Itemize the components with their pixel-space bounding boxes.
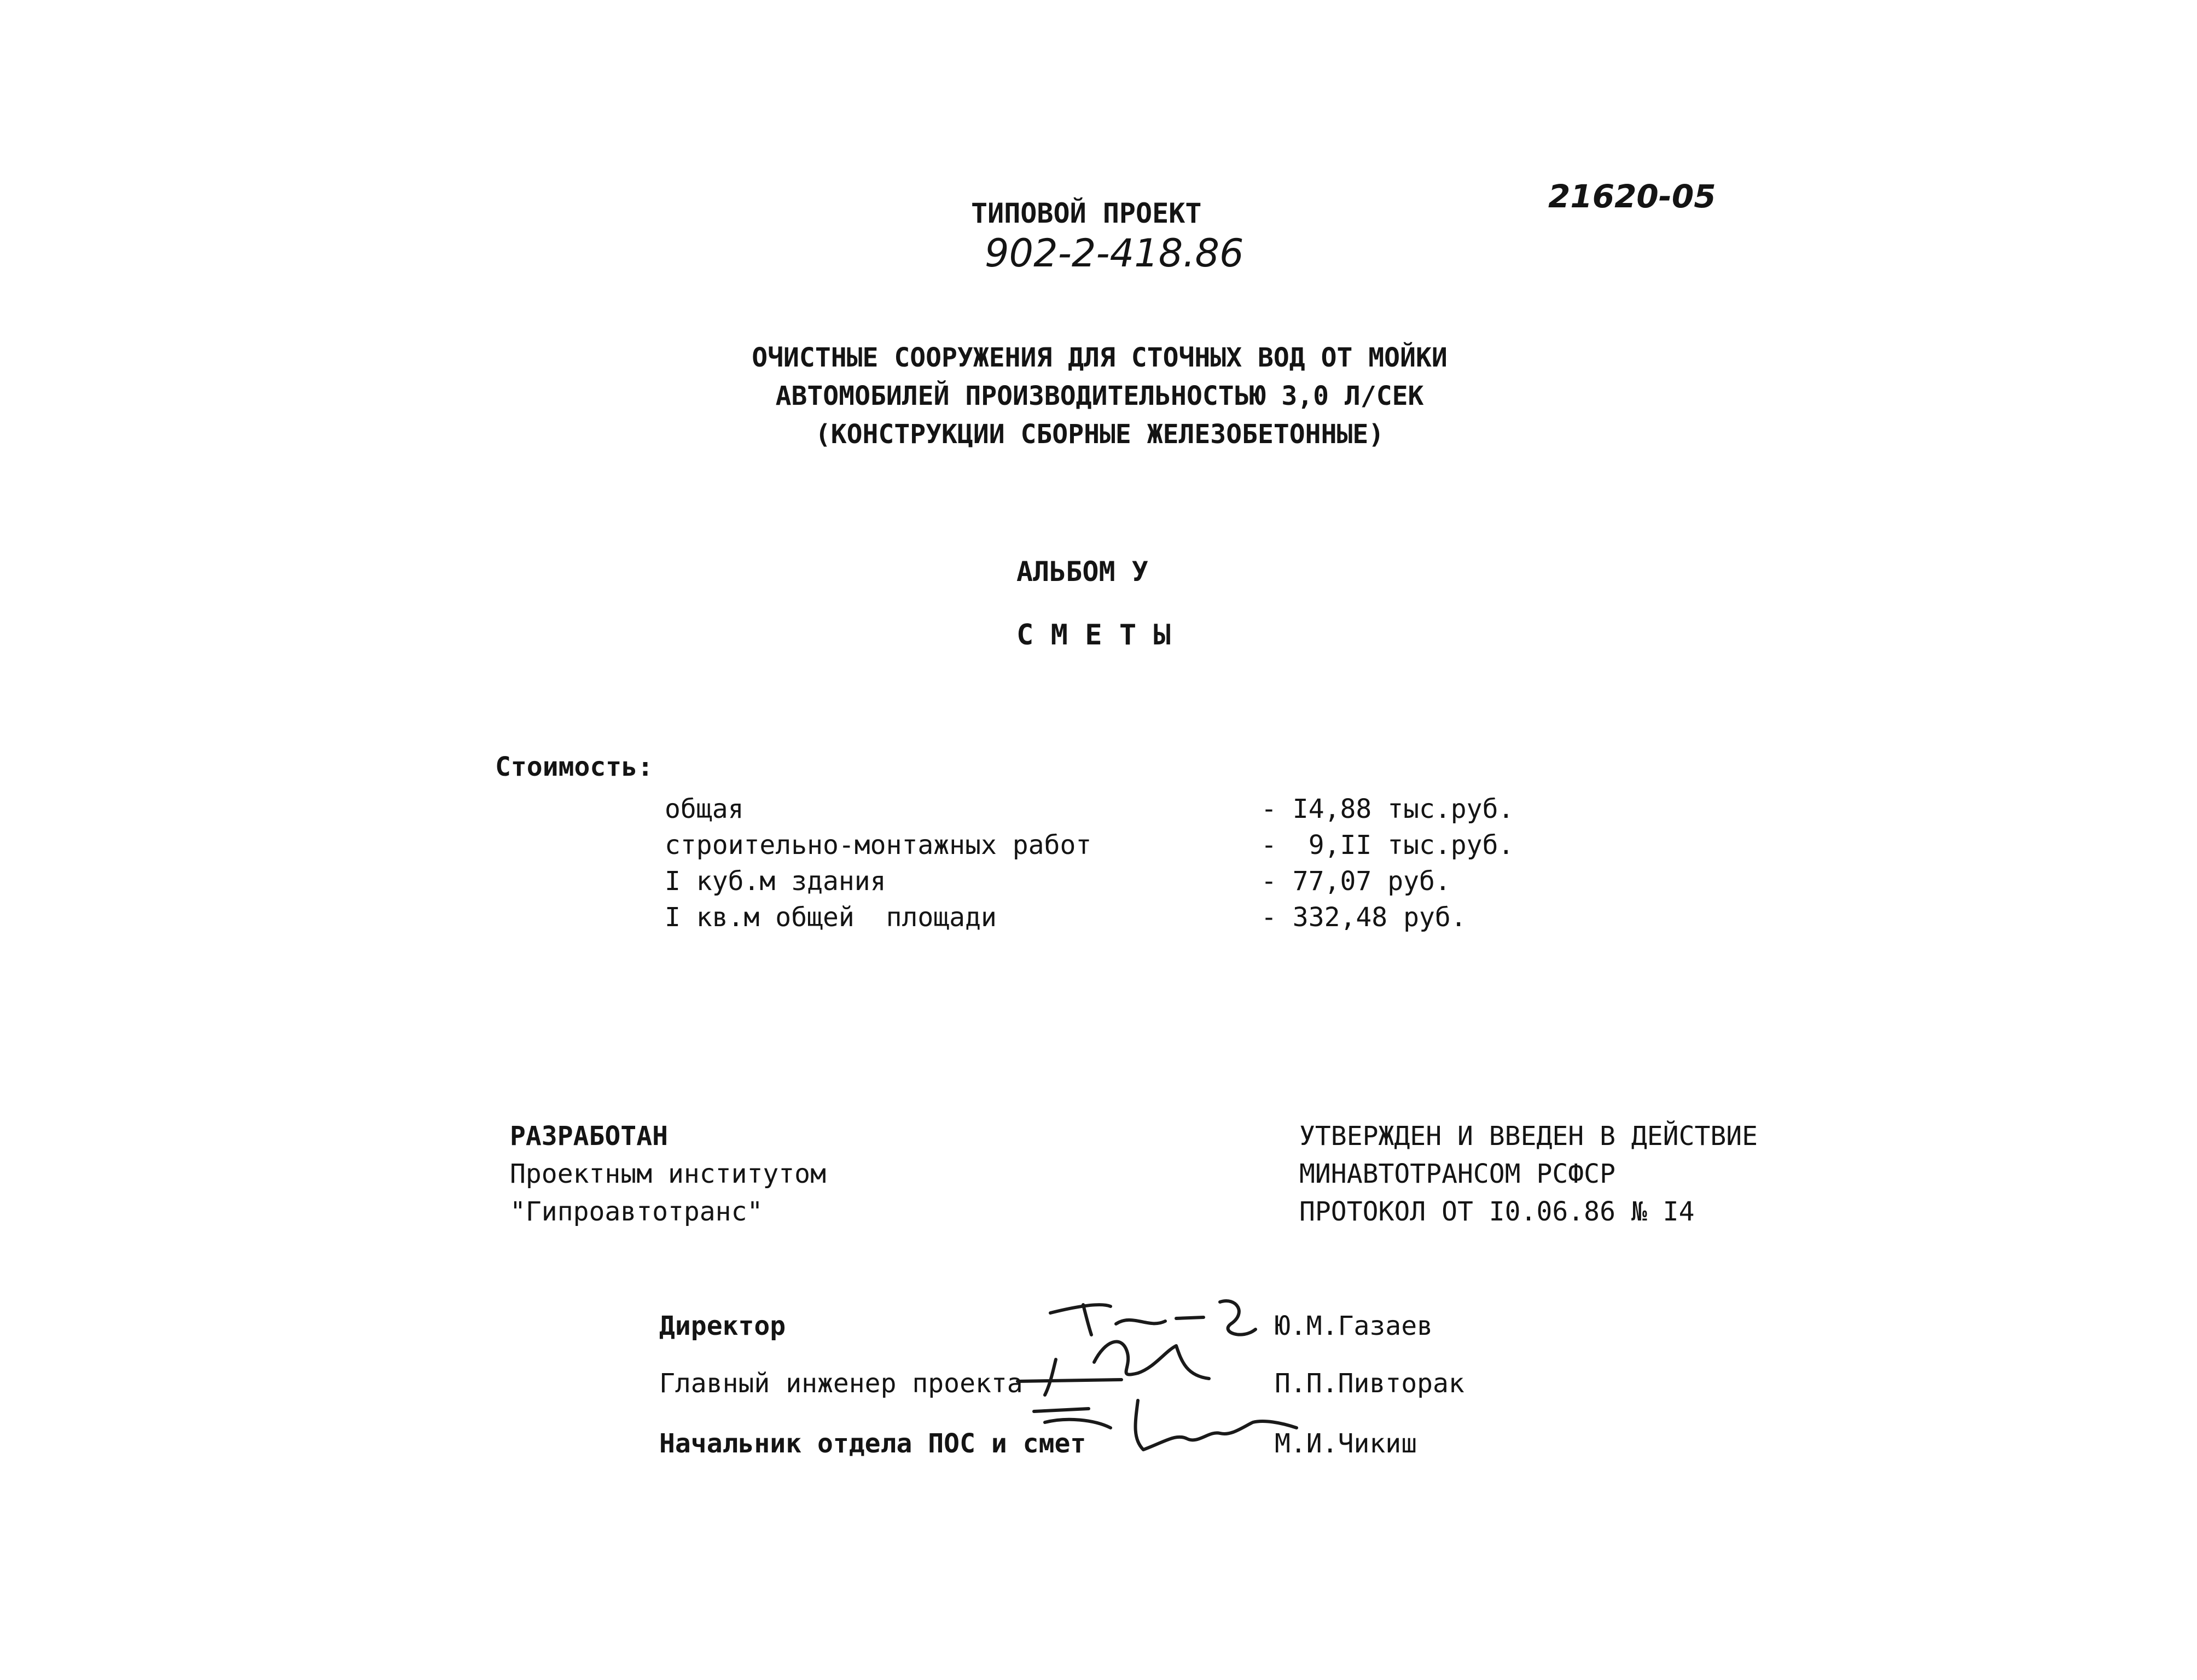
signatory-name-department-head: М.И.Чикиш xyxy=(1275,1428,1417,1459)
developed-line-1: РАЗРАБОТАН xyxy=(510,1121,668,1152)
approved-line-2: МИНАВТОТРАНСОМ РСФСР xyxy=(1299,1159,1615,1189)
cost-value-cubic-meter: - 77,07 руб. xyxy=(1261,866,1451,897)
signatory-name-director: Ю.М.Газаев xyxy=(1275,1311,1433,1341)
signature-department-head xyxy=(1023,1390,1307,1466)
cost-value-construction: - 9,II тыс.руб. xyxy=(1261,830,1514,861)
title-line-1: ОЧИСТНЫЕ СООРУЖЕНИЯ ДЛЯ СТОЧНЫХ ВОД ОТ МОЙКИ xyxy=(752,342,1448,373)
approved-line-1: УТВЕРЖДЕН И ВВЕДЕН В ДЕЙСТВИЕ xyxy=(1299,1121,1758,1152)
cost-label-cubic-meter: I куб.м здания xyxy=(665,866,886,897)
archive-number: 21620-05 xyxy=(1548,178,1716,215)
title-line-3: (КОНСТРУКЦИИ СБОРНЫЕ ЖЕЛЕЗОБЕТОННЫЕ) xyxy=(815,419,1385,450)
signatory-name-chief-engineer: П.П.Пивторак xyxy=(1275,1368,1464,1399)
album-label: АЛЬБОМ У xyxy=(1016,556,1148,588)
cost-value-square-meter: - 332,48 руб. xyxy=(1261,902,1467,933)
signatory-position-chief-engineer: Главный инженер проекта xyxy=(659,1368,1023,1399)
cost-label-construction: строительно-монтажных работ xyxy=(665,830,1092,861)
project-type: ТИПОВОЙ ПРОЕКТ xyxy=(971,197,1202,229)
developed-line-3: "Гипроавтотранс" xyxy=(510,1196,763,1227)
cost-value-total: - I4,88 тыс.руб. xyxy=(1261,794,1514,824)
cost-heading: Стоимость: xyxy=(495,752,653,782)
signatory-position-department-head: Начальник отдела ПОС и смет xyxy=(659,1428,1086,1459)
developed-line-2: Проектным институтом xyxy=(510,1159,826,1189)
section-title: С М Е Т Ы xyxy=(1016,619,1171,652)
cost-label-total: общая xyxy=(665,794,744,824)
approved-line-3: ПРОТОКОЛ ОТ I0.06.86 № I4 xyxy=(1299,1196,1695,1227)
project-number: 902-2-418.86 xyxy=(985,231,1244,276)
title-line-2: АВТОМОБИЛЕЙ ПРОИЗВОДИТЕЛЬНОСТЬЮ 3,0 Л/СЕК xyxy=(775,381,1424,411)
cost-label-square-meter: I кв.м общей площади xyxy=(665,902,997,933)
signatory-position-director: Директор xyxy=(659,1311,786,1341)
